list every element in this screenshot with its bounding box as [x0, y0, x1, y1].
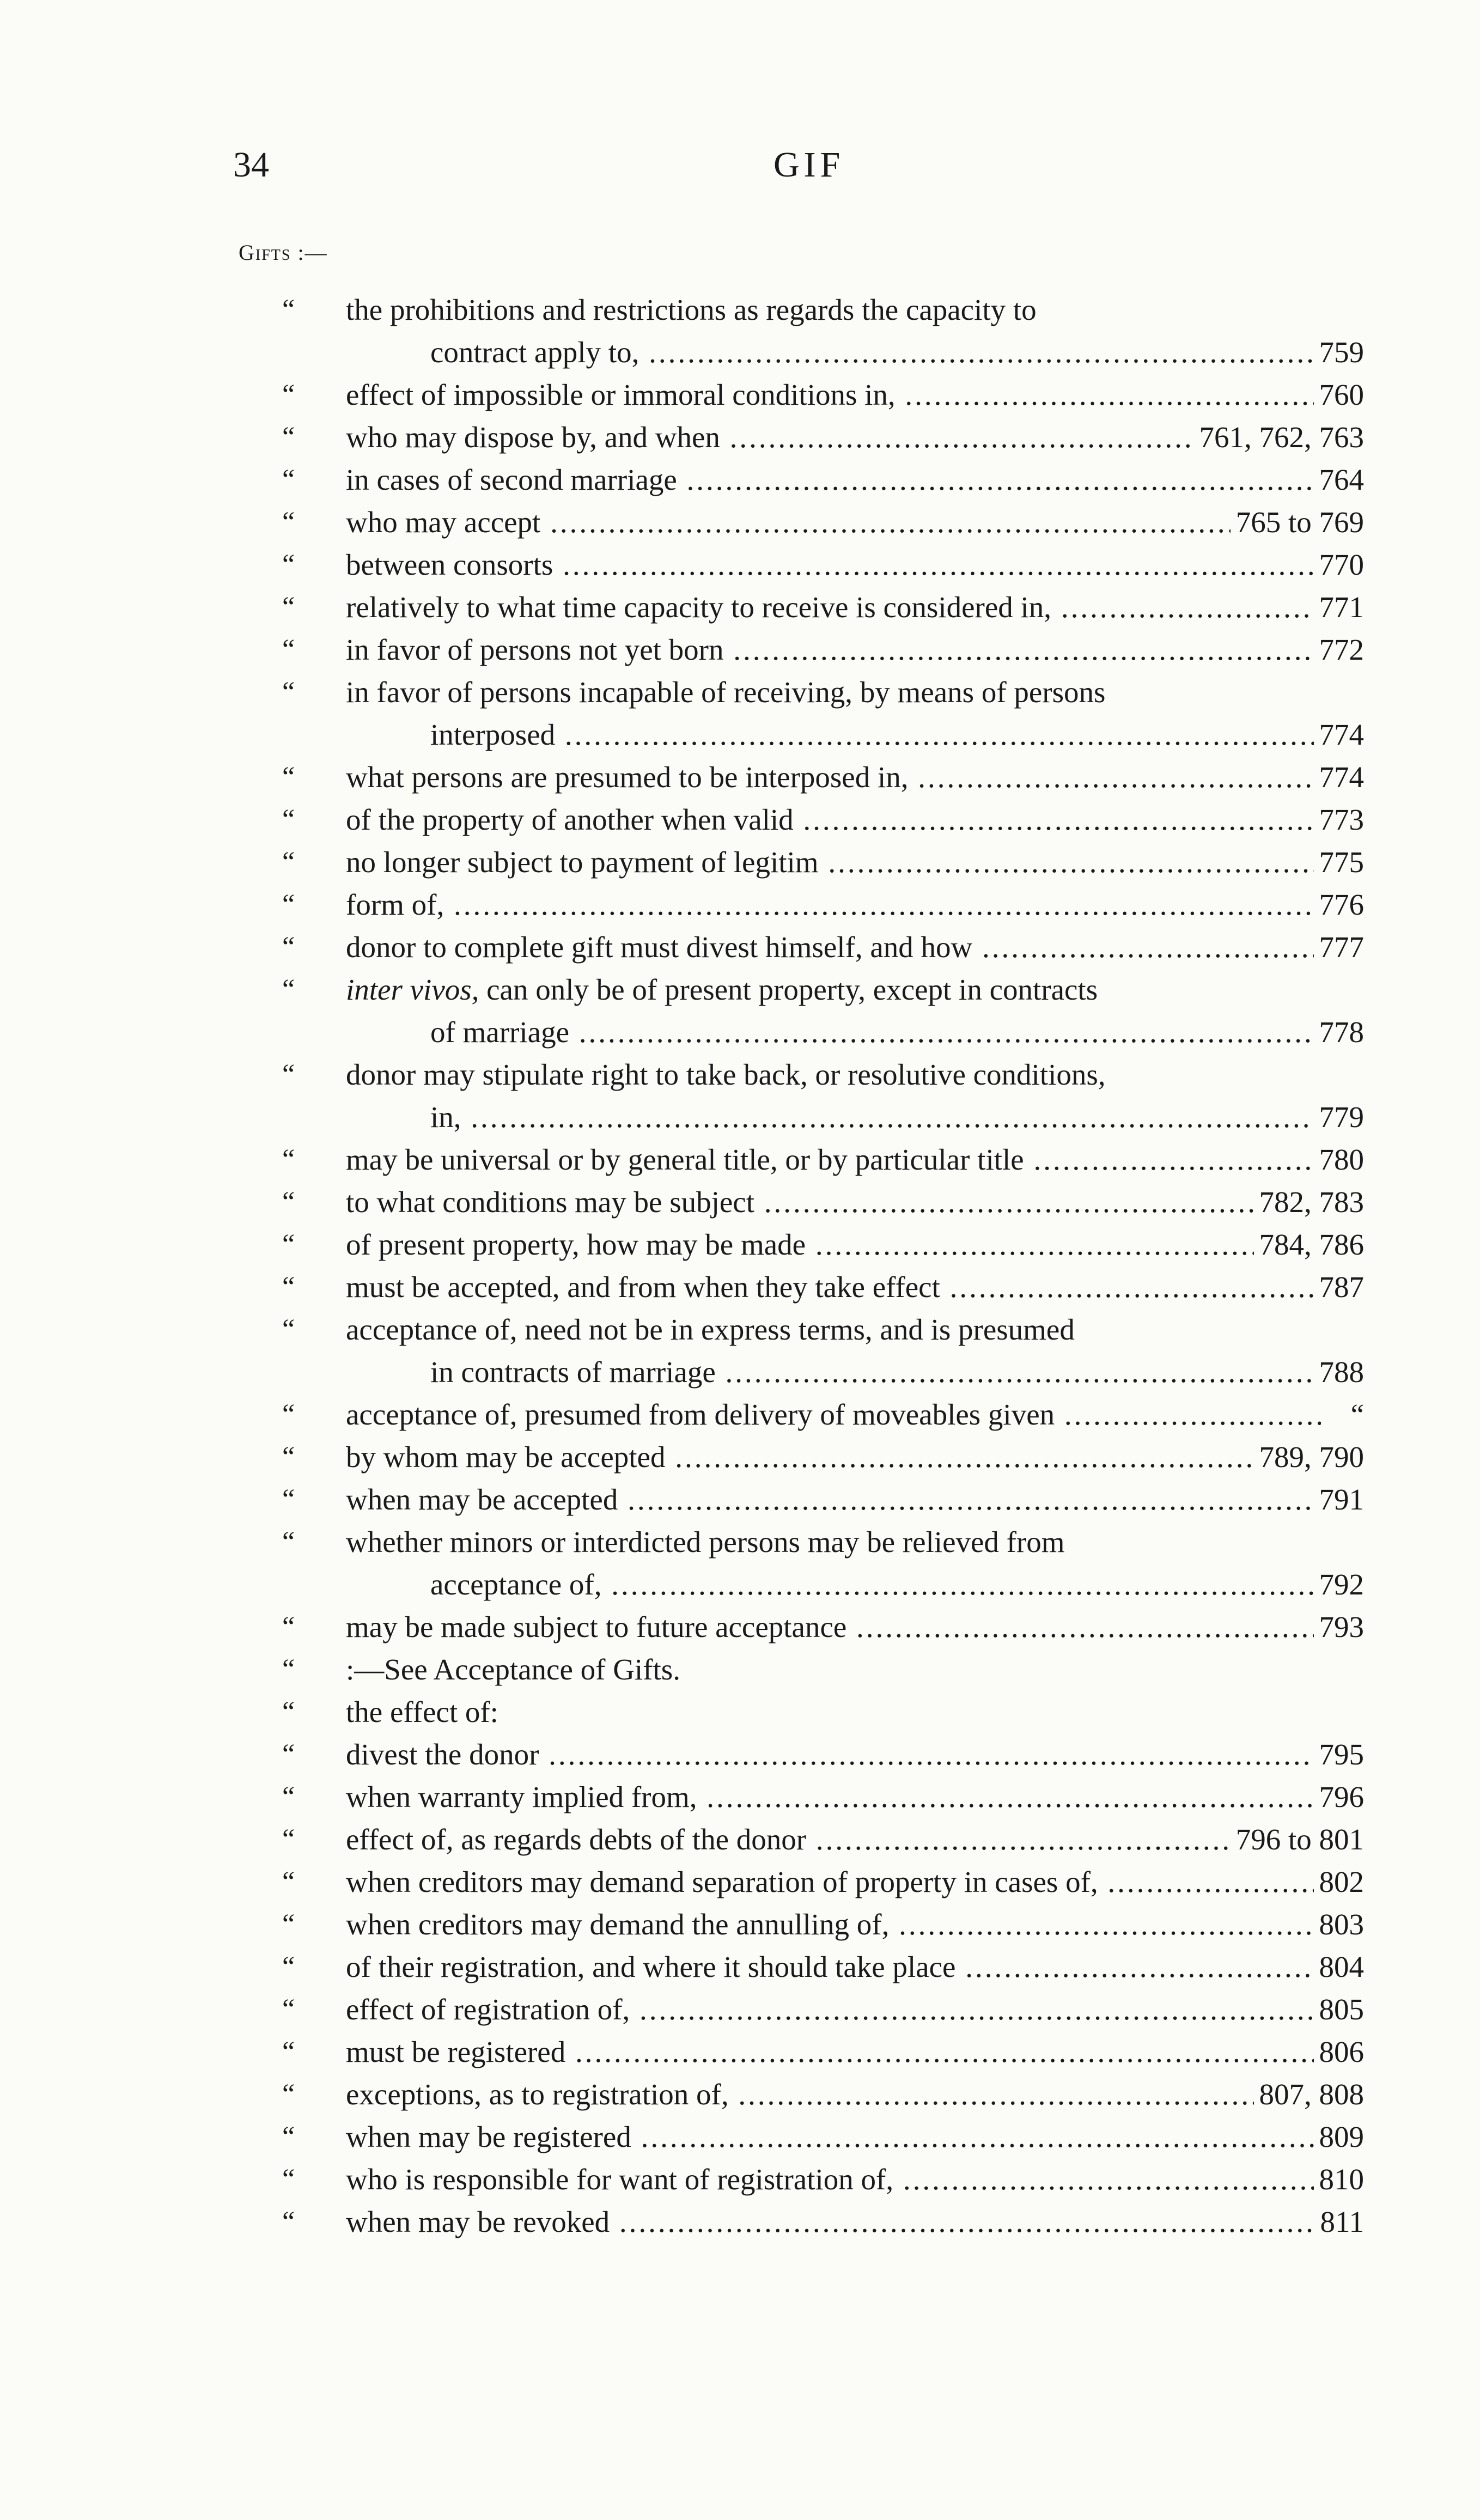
entry-text-body: when may be registered: [346, 2120, 631, 2153]
entry-text: [430, 714, 1321, 756]
entry-article-ref: 784, 786: [1254, 1224, 1365, 1266]
entry-article-ref: 765 to 769: [1231, 501, 1364, 544]
entry-text: [346, 629, 1321, 671]
entry-text-body: between consorts: [346, 548, 553, 581]
entry-text: [346, 1691, 498, 1733]
entry-article-ref: 791: [1314, 1478, 1365, 1521]
entry-text-body: to what conditions may be subject: [346, 1185, 754, 1219]
entry-text: [346, 926, 1321, 969]
entry-text-body: who may dispose by, and when: [346, 421, 720, 454]
index-entry: [0, 1776, 1480, 1818]
entry-text: [346, 2031, 1321, 2073]
index-entry: [0, 459, 1480, 501]
entry-article-ref: 792: [1314, 1563, 1365, 1606]
entry-text: [346, 1478, 1321, 1521]
index-entry: [0, 1351, 1480, 1393]
ditto-mark: “: [282, 1484, 295, 1515]
entry-text-body: when creditors may demand separation of property in cases of,: [346, 1865, 1098, 1898]
entry-text: [346, 1606, 1321, 1648]
entry-article-ref: 773: [1314, 799, 1365, 841]
ditto-mark: “: [282, 634, 295, 665]
ditto-mark: “: [282, 847, 295, 878]
entry-text: [346, 1988, 1321, 2031]
entry-text-body: may be made subject to future acceptance: [346, 1610, 847, 1644]
index-entry: [0, 629, 1480, 671]
entry-text-body: acceptance of, presumed from delivery of moveables given: [346, 1398, 1055, 1431]
index-entry: [0, 331, 1480, 374]
entry-text-body: what persons are presumed to be interposed in,: [346, 760, 909, 794]
index-entry: [0, 1096, 1480, 1139]
entry-text: [346, 1054, 1106, 1096]
index-entry: [0, 1818, 1480, 1861]
entry-text-body: effect of registration of,: [346, 1993, 630, 2026]
entry-text: [346, 416, 1321, 459]
ditto-mark: “: [282, 2164, 295, 2195]
entry-text-body: may be universal or by general title, or by particular title: [346, 1143, 1024, 1176]
entry-text-body: must be registered: [346, 2035, 566, 2068]
entry-text-body: of the property of another when valid: [346, 803, 794, 836]
entry-article-ref: 776: [1314, 884, 1365, 926]
index-entry: [0, 799, 1480, 841]
ditto-mark: “: [282, 2036, 295, 2067]
entry-text-body: exceptions, as to registration of,: [346, 2078, 729, 2111]
index-entry: [0, 416, 1480, 459]
ditto-mark: “: [282, 464, 295, 495]
index-entry: [0, 2158, 1480, 2201]
entry-text-body: who is responsible for want of registration of,: [346, 2163, 894, 2196]
ditto-mark: “: [282, 1526, 295, 1557]
ditto-mark: “: [282, 1866, 295, 1897]
entry-text-body: acceptance of, need not be in express terms, and is presumed: [346, 1313, 1075, 1346]
entry-text-body: whether minors or interdicted persons may be relieved from: [346, 1525, 1065, 1559]
entry-article-ref: 788: [1314, 1351, 1365, 1393]
entry-text: [346, 1776, 1321, 1818]
index-entry: [0, 756, 1480, 799]
entry-text: [430, 1563, 1321, 1606]
ditto-mark: “: [282, 1399, 295, 1430]
index-entry: [0, 1946, 1480, 1988]
page-number: 34: [233, 145, 269, 185]
index-entries: [0, 289, 1480, 2243]
entry-text: [346, 1818, 1321, 1861]
entry-text: [346, 2201, 1321, 2243]
ditto-mark: “: [282, 549, 295, 580]
ditto-mark: “: [282, 422, 295, 453]
index-entry: [0, 544, 1480, 586]
ditto-mark: “: [282, 2079, 295, 2110]
ditto-mark: “: [282, 1824, 295, 1855]
index-entry: [0, 1861, 1480, 1903]
ditto-mark: “: [282, 1229, 295, 1260]
entry-text-body: form of,: [346, 888, 444, 921]
index-entry: [0, 671, 1480, 714]
entry-article-ref: 809: [1314, 2116, 1365, 2158]
entry-article-ref: 789, 790: [1254, 1436, 1365, 1478]
ditto-mark: “: [282, 932, 295, 963]
index-entry: [0, 1478, 1480, 1521]
ditto-mark: “: [282, 762, 295, 793]
entry-text-body: in cases of second marriage: [346, 463, 677, 496]
entry-article-ref: 796: [1314, 1776, 1365, 1818]
index-entry: [0, 1393, 1480, 1436]
index-entry: [0, 926, 1480, 969]
ditto-mark: “: [282, 592, 295, 623]
entry-article-ref: 810: [1314, 2158, 1365, 2201]
entry-article-ref: “: [1345, 1393, 1364, 1436]
running-head: GIF: [774, 145, 845, 185]
entry-text: [346, 2116, 1321, 2158]
entry-text-body: no longer subject to payment of legitim: [346, 845, 819, 879]
entry-article-ref: 796 to 801: [1231, 1818, 1364, 1861]
entry-article-ref: 795: [1314, 1733, 1365, 1776]
index-entry: [0, 1563, 1480, 1606]
entry-text-body: effect of impossible or immoral conditions in,: [346, 378, 896, 411]
entry-text-body: in favor of persons incapable of receiving, by means of persons: [346, 675, 1106, 709]
index-entry: [0, 1139, 1480, 1181]
entry-text-body: of their registration, and where it should take place: [346, 1950, 956, 1983]
entry-text-body: donor may stipulate right to take back, or resolutive conditions,: [346, 1058, 1106, 1091]
index-entry: [0, 841, 1480, 884]
ditto-mark: “: [282, 1951, 295, 1982]
index-entry: [0, 586, 1480, 629]
index-entry: [0, 2031, 1480, 2073]
index-entry: [0, 1308, 1480, 1351]
entry-text-body: can only be of present property, except in contracts: [479, 973, 1098, 1006]
ditto-mark: “: [282, 1611, 295, 1642]
entry-article-ref: 807, 808: [1254, 2073, 1365, 2116]
index-entry: [0, 884, 1480, 926]
entry-text-body: by whom may be accepted: [346, 1440, 666, 1474]
entry-text: [346, 2158, 1321, 2201]
entry-text-body: must be accepted, and from when they take effect: [346, 1270, 940, 1304]
entry-article-ref: 803: [1314, 1903, 1365, 1946]
ditto-mark: “: [282, 1271, 295, 1302]
entry-text-body: effect of, as regards debts of the donor: [346, 1823, 807, 1856]
entry-article-ref: 811: [1315, 2201, 1364, 2243]
entry-article-ref: 774: [1314, 756, 1365, 799]
ditto-mark: “: [282, 1739, 295, 1770]
index-entry: [0, 1988, 1480, 2031]
ditto-mark: “: [282, 1441, 295, 1472]
ditto-mark: “: [282, 1654, 295, 1685]
entry-article-ref: 787: [1314, 1266, 1365, 1308]
entry-text-body: relatively to what time capacity to receive is considered in,: [346, 591, 1052, 624]
index-entry: [0, 1436, 1480, 1478]
entry-text: [430, 331, 1321, 374]
entry-text: [346, 671, 1105, 714]
entry-text-body: the effect of:: [346, 1695, 498, 1728]
entry-text: [346, 1266, 1321, 1308]
ditto-mark: “: [282, 379, 295, 410]
index-entry: [0, 1903, 1480, 1946]
entry-text: [346, 841, 1321, 884]
index-entry: [0, 2116, 1480, 2158]
entry-text-body: interposed: [430, 718, 556, 751]
entry-text-body: acceptance of,: [430, 1568, 602, 1601]
entry-article-ref: 772: [1314, 629, 1365, 671]
ditto-mark: “: [282, 1909, 295, 1940]
entry-text: [346, 756, 1321, 799]
entry-text: [346, 1946, 1321, 1988]
index-entry: [0, 1011, 1480, 1054]
entry-text: [346, 1308, 1075, 1351]
ditto-mark: “: [282, 889, 295, 920]
entry-article-ref: 793: [1314, 1606, 1365, 1648]
entry-article-ref: 759: [1314, 331, 1365, 374]
entry-text: [346, 884, 1321, 926]
entry-text-body: :—See Acceptance of Gifts.: [346, 1653, 680, 1686]
entry-text: [346, 1861, 1321, 1903]
entry-article-ref: 779: [1314, 1096, 1365, 1139]
entry-text-body: donor to complete gift must divest himself, and how: [346, 930, 973, 964]
index-entry: [0, 2201, 1480, 2243]
entry-text: [430, 1096, 1321, 1139]
entry-text: [346, 1139, 1321, 1181]
index-entry: [0, 374, 1480, 416]
ditto-mark: “: [282, 804, 295, 835]
ditto-mark: “: [282, 1186, 295, 1218]
index-entry: [0, 289, 1480, 331]
entry-article-ref: 764: [1314, 459, 1365, 501]
entry-text-body: of marriage: [430, 1015, 569, 1049]
entry-text: [346, 289, 1037, 331]
entry-text: [346, 1733, 1321, 1776]
entry-article-ref: 805: [1314, 1988, 1365, 2031]
entry-article-ref: 806: [1314, 2031, 1365, 2073]
ditto-mark: “: [282, 1144, 295, 1175]
entry-text: [346, 1436, 1321, 1478]
entry-article-ref: 774: [1314, 714, 1365, 756]
entry-text-body: in favor of persons not yet born: [346, 633, 724, 666]
entry-text-body: contract apply to,: [430, 336, 639, 369]
ditto-mark: “: [282, 1059, 295, 1090]
index-entry: [0, 1224, 1480, 1266]
index-entry: [0, 1054, 1480, 1096]
ditto-mark: “: [282, 294, 295, 325]
entry-text-body: of present property, how may be made: [346, 1228, 806, 1261]
index-entry: [0, 1733, 1480, 1776]
ditto-mark: “: [282, 1314, 295, 1345]
ditto-mark: “: [282, 1696, 295, 1727]
ditto-mark: “: [282, 1994, 295, 2025]
entry-text: [430, 1351, 1321, 1393]
index-entry: [0, 1521, 1480, 1563]
entry-text: [346, 586, 1321, 629]
ditto-mark: “: [282, 974, 295, 1005]
index-entry: [0, 1181, 1480, 1224]
entry-text: [346, 1224, 1321, 1266]
index-entry: [0, 1648, 1480, 1691]
index-entry: [0, 1606, 1480, 1648]
entry-text: [346, 544, 1321, 586]
entry-text: [346, 2073, 1321, 2116]
entry-text: [430, 1011, 1321, 1054]
index-entry: [0, 714, 1480, 756]
ditto-mark: “: [282, 2206, 295, 2237]
entry-text: [346, 1393, 1321, 1436]
entry-article-ref: 770: [1314, 544, 1365, 586]
index-entry: [0, 969, 1480, 1011]
index-entry: [0, 2073, 1480, 2116]
index-entry: [0, 501, 1480, 544]
entry-article-ref: 761, 762, 763: [1194, 416, 1365, 459]
entry-article-ref: 775: [1314, 841, 1365, 884]
entry-article-ref: 780: [1314, 1139, 1365, 1181]
entry-text: [346, 374, 1321, 416]
ditto-mark: “: [282, 507, 295, 538]
entry-text-body: in contracts of marriage: [430, 1355, 716, 1389]
ditto-mark: “: [282, 677, 295, 708]
entry-article-ref: 804: [1314, 1946, 1365, 1988]
entry-article-ref: 777: [1314, 926, 1365, 969]
entry-text: [346, 799, 1321, 841]
entry-text-body: when warranty implied from,: [346, 1780, 697, 1813]
entry-article-ref: 771: [1314, 586, 1365, 629]
entry-text-body: when creditors may demand the annulling of,: [346, 1908, 890, 1941]
entry-article-ref: 802: [1314, 1861, 1365, 1903]
section-heading: Gifts :—: [239, 240, 328, 265]
entry-text: [346, 1648, 680, 1691]
entry-article-ref: 782, 783: [1254, 1181, 1365, 1224]
entry-text: [346, 459, 1321, 501]
entry-text-body: when may be revoked: [346, 2205, 610, 2238]
index-entry: [0, 1266, 1480, 1308]
entry-text-body: when may be accepted: [346, 1483, 618, 1516]
entry-text: [346, 1521, 1065, 1563]
entry-article-ref: 778: [1314, 1011, 1365, 1054]
entry-text-body: divest the donor: [346, 1738, 539, 1771]
entry-article-ref: 760: [1314, 374, 1365, 416]
index-entry: [0, 1691, 1480, 1733]
ditto-mark: “: [282, 1781, 295, 1812]
ditto-mark: “: [282, 2121, 295, 2152]
entry-text-body: who may accept: [346, 506, 541, 539]
entry-text-italic: inter vivos,: [346, 973, 479, 1006]
entry-text: [346, 501, 1321, 544]
entry-text-body: in,: [430, 1100, 461, 1134]
entry-text: [346, 1903, 1321, 1946]
entry-text-body: the prohibitions and restrictions as regards the capacity to: [346, 293, 1037, 326]
entry-text: [346, 1181, 1321, 1224]
entry-text: [346, 969, 1098, 1011]
